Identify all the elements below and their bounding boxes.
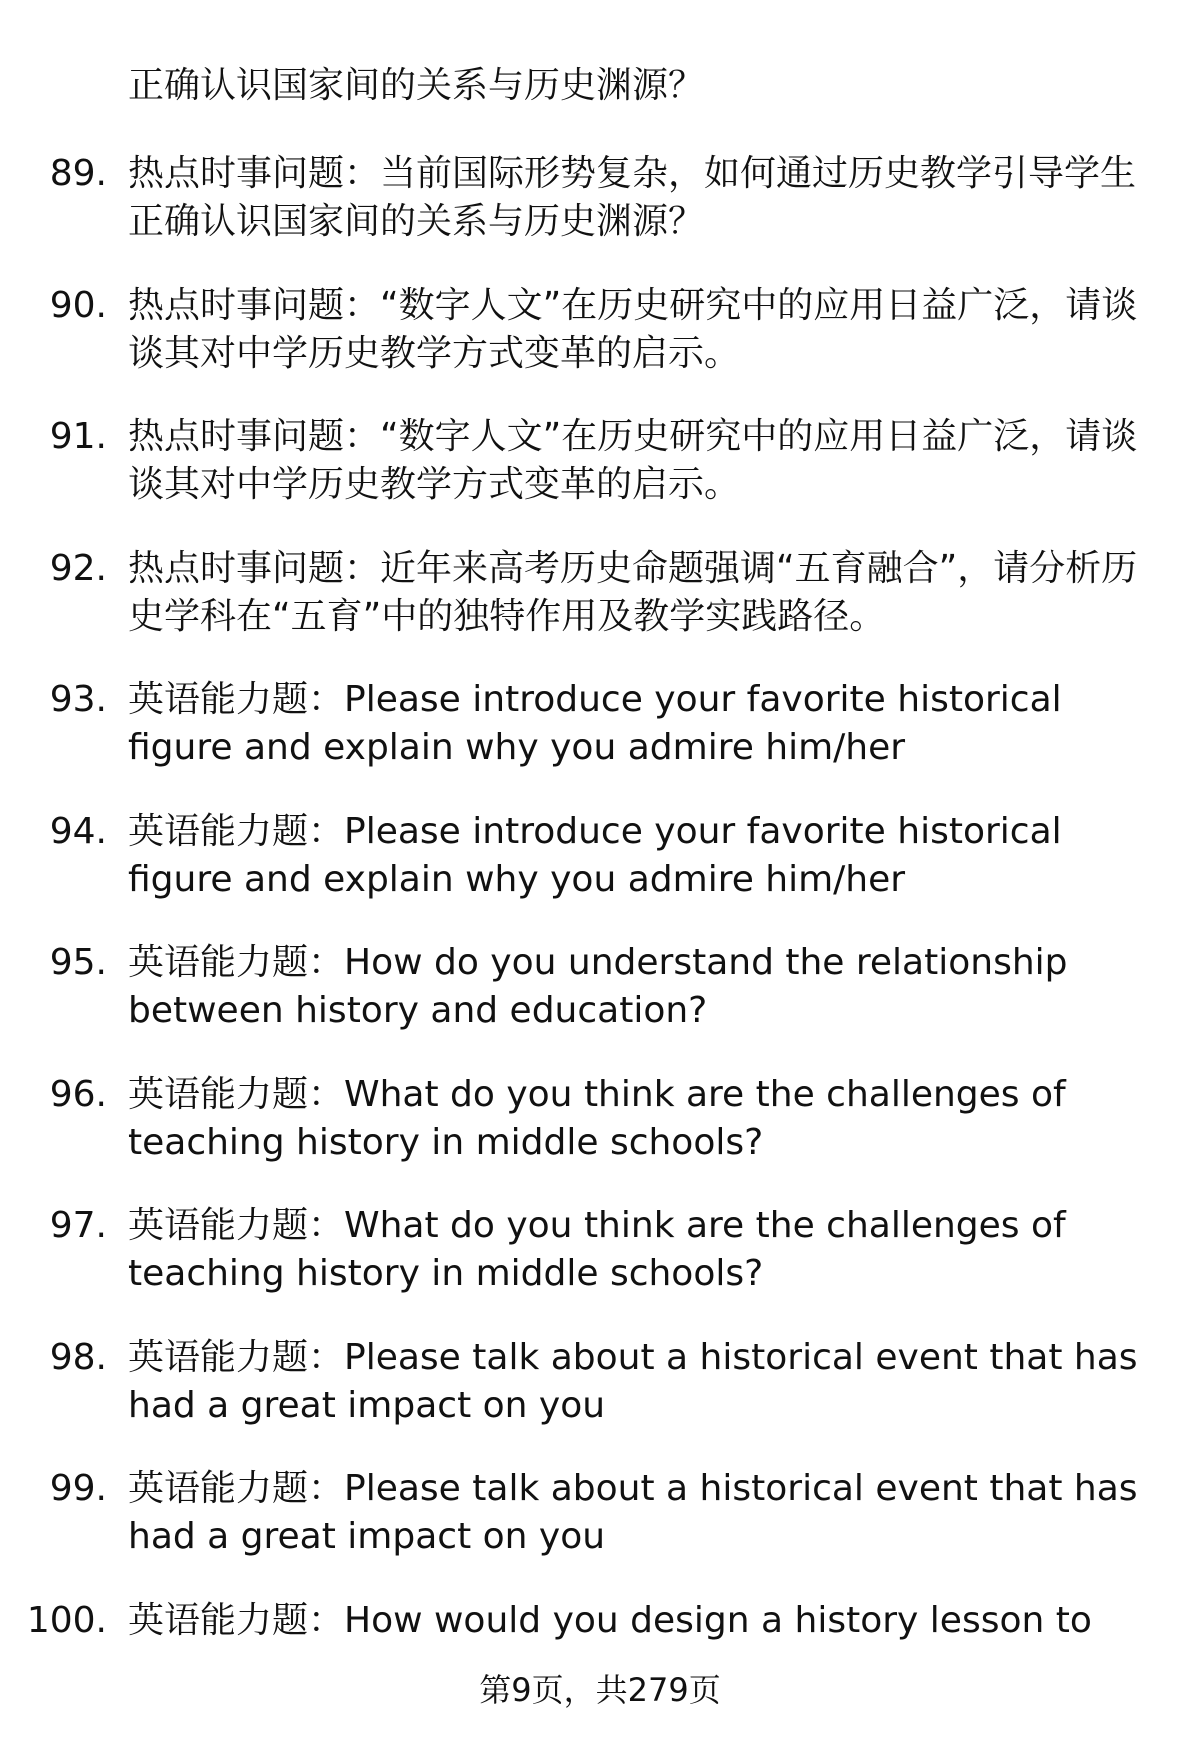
question-number: 91. <box>49 416 107 457</box>
question-text: 英语能力题：Please introduce your favorite historical figure and explain why you admire him/her <box>128 810 1062 900</box>
question-number: 97. <box>49 1205 107 1246</box>
question-item <box>0 925 1200 1057</box>
question-text: 英语能力题：What do you think are the challenges of teaching history in middle schools? <box>128 1073 1066 1163</box>
question-number: 98. <box>49 1336 107 1378</box>
question-item <box>0 399 1200 531</box>
continued-question-text: 正确认识国家间的关系与历史渊源？ <box>128 65 705 106</box>
question-number: 94. <box>49 810 107 852</box>
question-text: 热点时事问题：近年来高考历史命题强调“五育融合”，请分析历史学科在“五育”中的独特作用及教学实践路径。 <box>128 547 1138 637</box>
question-number: 100. <box>26 1599 107 1641</box>
page-number-footer: 第9页，共279页 <box>479 1671 721 1709</box>
question-item <box>0 1188 1200 1320</box>
question-text: 热点时事问题：“数字人文”在历史研究中的应用日益广泛，请谈谈其对中学历史教学方式变革的启示。 <box>128 284 1138 374</box>
question-text: 英语能力题：Please talk about a historical event that has had a great impact on you <box>128 1336 1138 1426</box>
question-item <box>0 531 1200 663</box>
question-text: 热点时事问题：当前国际形势复杂，如何通过历史教学引导学生正确认识国家间的关系与历史渊源？ <box>128 153 1137 242</box>
question-number: 92. <box>49 547 107 589</box>
question-text: 英语能力题：What do you think are the challenges of teaching history in middle schools? <box>128 1205 1066 1294</box>
question-number: 90. <box>49 284 107 326</box>
question-number: 99. <box>49 1468 107 1509</box>
question-item <box>0 662 1200 794</box>
question-list <box>0 136 1200 1714</box>
question-item <box>0 136 1200 268</box>
question-text: 英语能力题：Please introduce your favorite historical figure and explain why you admire him/her <box>128 679 1062 768</box>
question-number: 96. <box>49 1073 107 1115</box>
question-number: 93. <box>49 679 107 720</box>
question-text: 热点时事问题：“数字人文”在历史研究中的应用日益广泛，请谈谈其对中学历史教学方式变革的启示。 <box>128 416 1138 505</box>
question-text: 英语能力题：How do you understand the relationship between history and education? <box>128 942 1068 1031</box>
question-text: 英语能力题：Please talk about a historical event that has had a great impact on you <box>128 1468 1138 1557</box>
question-text: 英语能力题：How would you design a history lesson to <box>128 1599 1092 1641</box>
question-number: 95. <box>49 942 107 983</box>
question-item <box>0 794 1200 926</box>
question-number: 89. <box>49 153 107 194</box>
question-item <box>0 1451 1200 1583</box>
question-item <box>0 1057 1200 1189</box>
question-item <box>0 1320 1200 1452</box>
question-item <box>0 268 1200 400</box>
